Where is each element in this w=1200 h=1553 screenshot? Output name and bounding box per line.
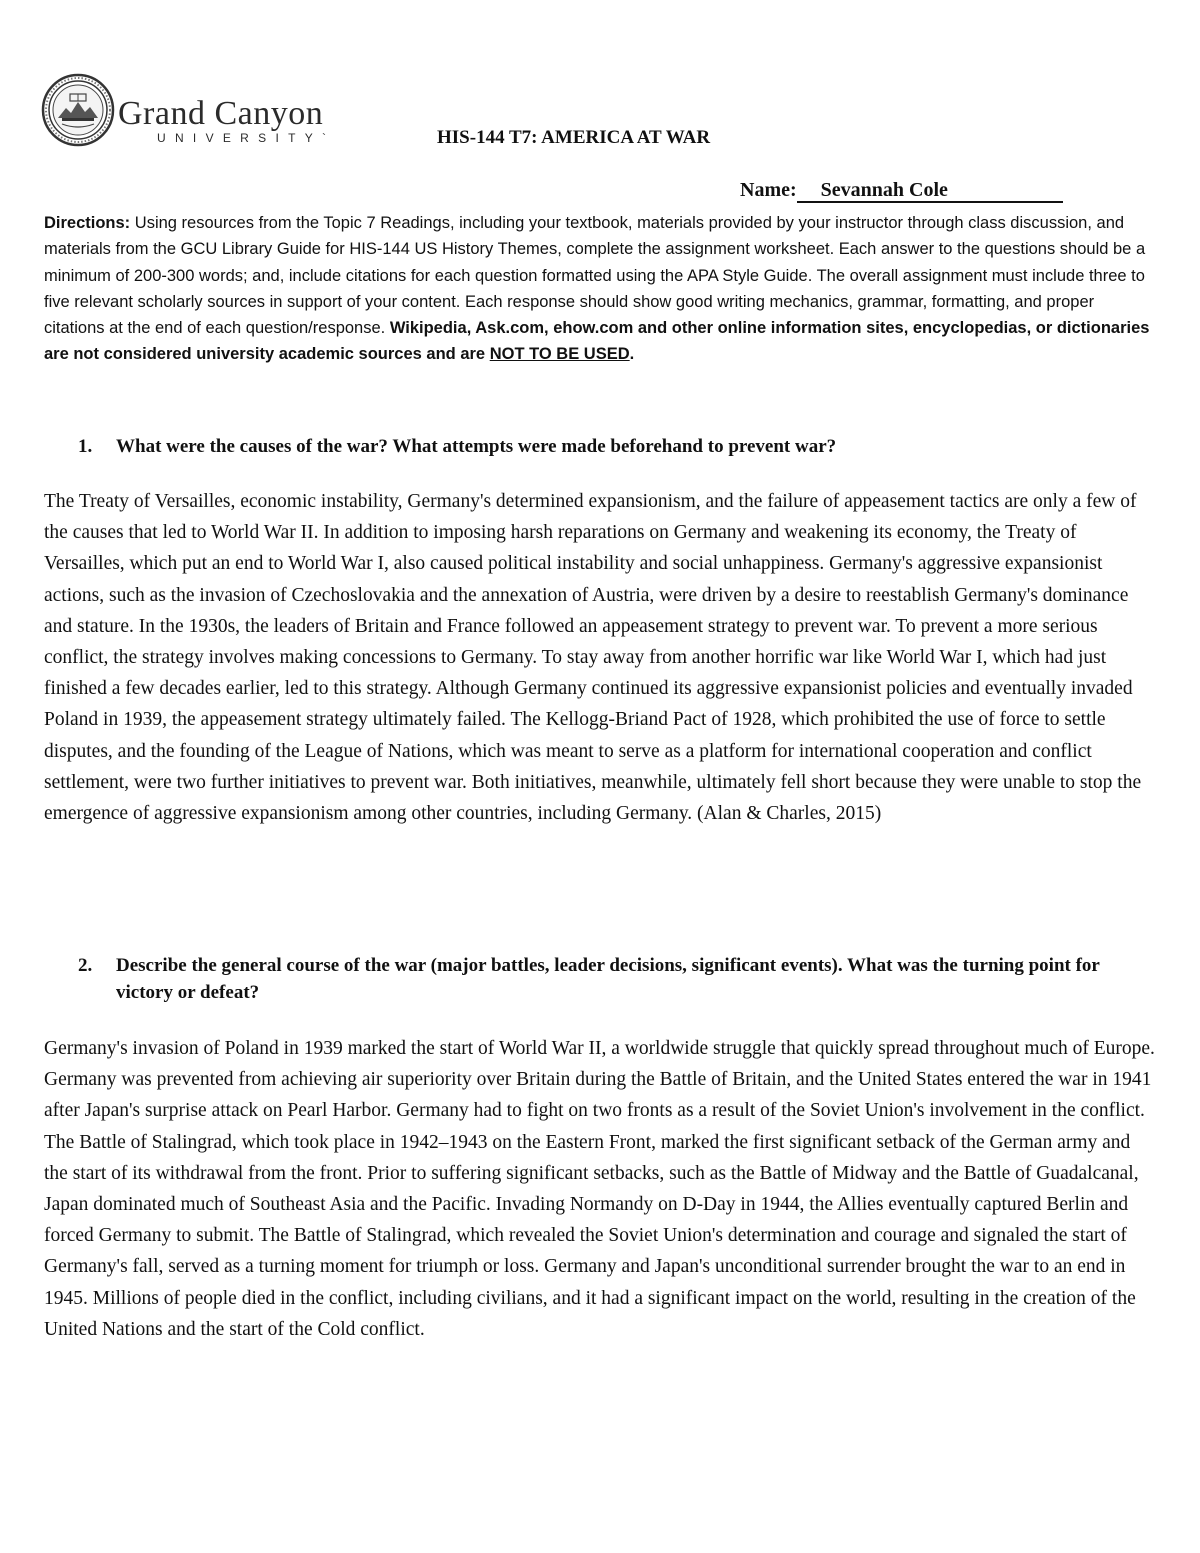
logo-subtitle: UNIVERSITY` [157,131,336,145]
university-seal-icon [40,72,116,148]
directions-label: Directions: [44,214,131,232]
logo-wordmark: Grand Canyon [118,95,324,132]
name-label: Name: [740,179,797,201]
question-1-text: What were the causes of the war? What attempts were made beforehand to prevent war? [116,436,837,457]
question-1-number: 1. [78,436,93,457]
directions-text: Using resources from the Topic 7 Readings, including your textbook, materials provided by your instructor through class discussion, and materials from the GCU Library Guide for HIS-144 US History Themes, complete the assignment worksheet. Each answer to the questions should be a minimum of 200-300 words; and, include citations for each question formatted using the APA Style Guide. The overall assignment must include three to five relevant scholarly sources in support of your content. Each response should show good writing mechanics, grammar, formatting, and proper citations at the end of each question/response. [44,214,1146,338]
directions-warning-text: Wikipedia, Ask.com, ehow.com and other online information sites, encyclopedias, or dictionaries are not considered university academic sources and are [44,319,1150,364]
directions-paragraph [44,210,1154,368]
question-2-number: 2. [78,955,93,976]
question-2-text: Describe the general course of the war (major battles, leader decisions, significant events). What was the turning point for victory or defeat? [116,955,1100,1003]
university-logo [40,72,370,162]
directions-warning-underlined: NOT TO BE USED [489,345,630,364]
document-title: HIS-144 T7: AMERICA AT WAR [437,127,711,148]
question-2 [78,952,1126,1006]
answer-2: Germany's invasion of Poland in 1939 marked the start of World War II, a worldwide struggle that quickly spread throughout much of Europe. Germany was prevented from achieving air superiority over Britain during the Battle of Britain, and the United States entered the war in 1941 after Japan's surprise attack on Pearl Harbor. Germany had to fight on two fronts as a result of the Soviet Union's involvement in the conflict. The Battle of Stalingrad, which took place in 1942–1943 on the Eastern Front, marked the first significant setback of the German army and the start of its withdrawal from the front. Prior to suffering significant setbacks, such as the Battle of Midway and the Battle of Guadalcanal, Japan dominated much of Southeast Asia and the Pacific. Invading Normandy on D-Day in 1944, the Allies eventually captured Berlin and forced Germany to submit. The Battle of Stalingrad, which revealed the Soviet Union's determination and courage and signaled the start of Germany's fall, served as a turning moment for triumph or loss. Germany and Japan's unconditional surrender brought the war to an end in 1945. Millions of people died in the conflict, including civilians, and it had a significant impact on the world, resulting in the creation of the United Nations and the start of the Cold conflict. [44,1038,1155,1340]
question-1 [78,433,1126,460]
directions-warning-end: . [629,345,635,364]
student-name-row [740,179,1063,203]
answer-1: The Treaty of Versailles, economic instability, Germany's determined expansionism, and the failure of appeasement tactics are only a few of the causes that led to World War II. In addition to imposing harsh reparations on Germany and weakening its economy, the Treaty of Versailles, which put an end to World War I, also caused political instability and social unhappiness. Germany's aggressive expansionist actions, such as the invasion of Czechoslovakia and the annexation of Austria, were driven by a desire to reestablish Germany's dominance and stature. In the 1930s, the leaders of Britain and France followed an appeasement strategy to prevent war. To prevent a more serious conflict, the strategy involves making concessions to Germany. To stay away from another horrific war like World War I, which had just finished a few decades earlier, led to this strategy. Although Germany continued its aggressive expansionist policies and eventually invaded Poland in 1939, the appeasement strategy ultimately failed. The Kellogg-Briand Pact of 1928, which prohibited the use of force to settle disputes, and the founding of the League of Nations, which was meant to serve as a platform for international cooperation and conflict settlement, were two further initiatives to prevent war. Both initiatives, meanwhile, ultimately fell short because they were unable to stop the emergence of aggressive expansionism among other countries, including Germany. (Alan & Charles, 2015) [44,491,1142,825]
name-value: Sevannah Cole [797,179,1063,203]
